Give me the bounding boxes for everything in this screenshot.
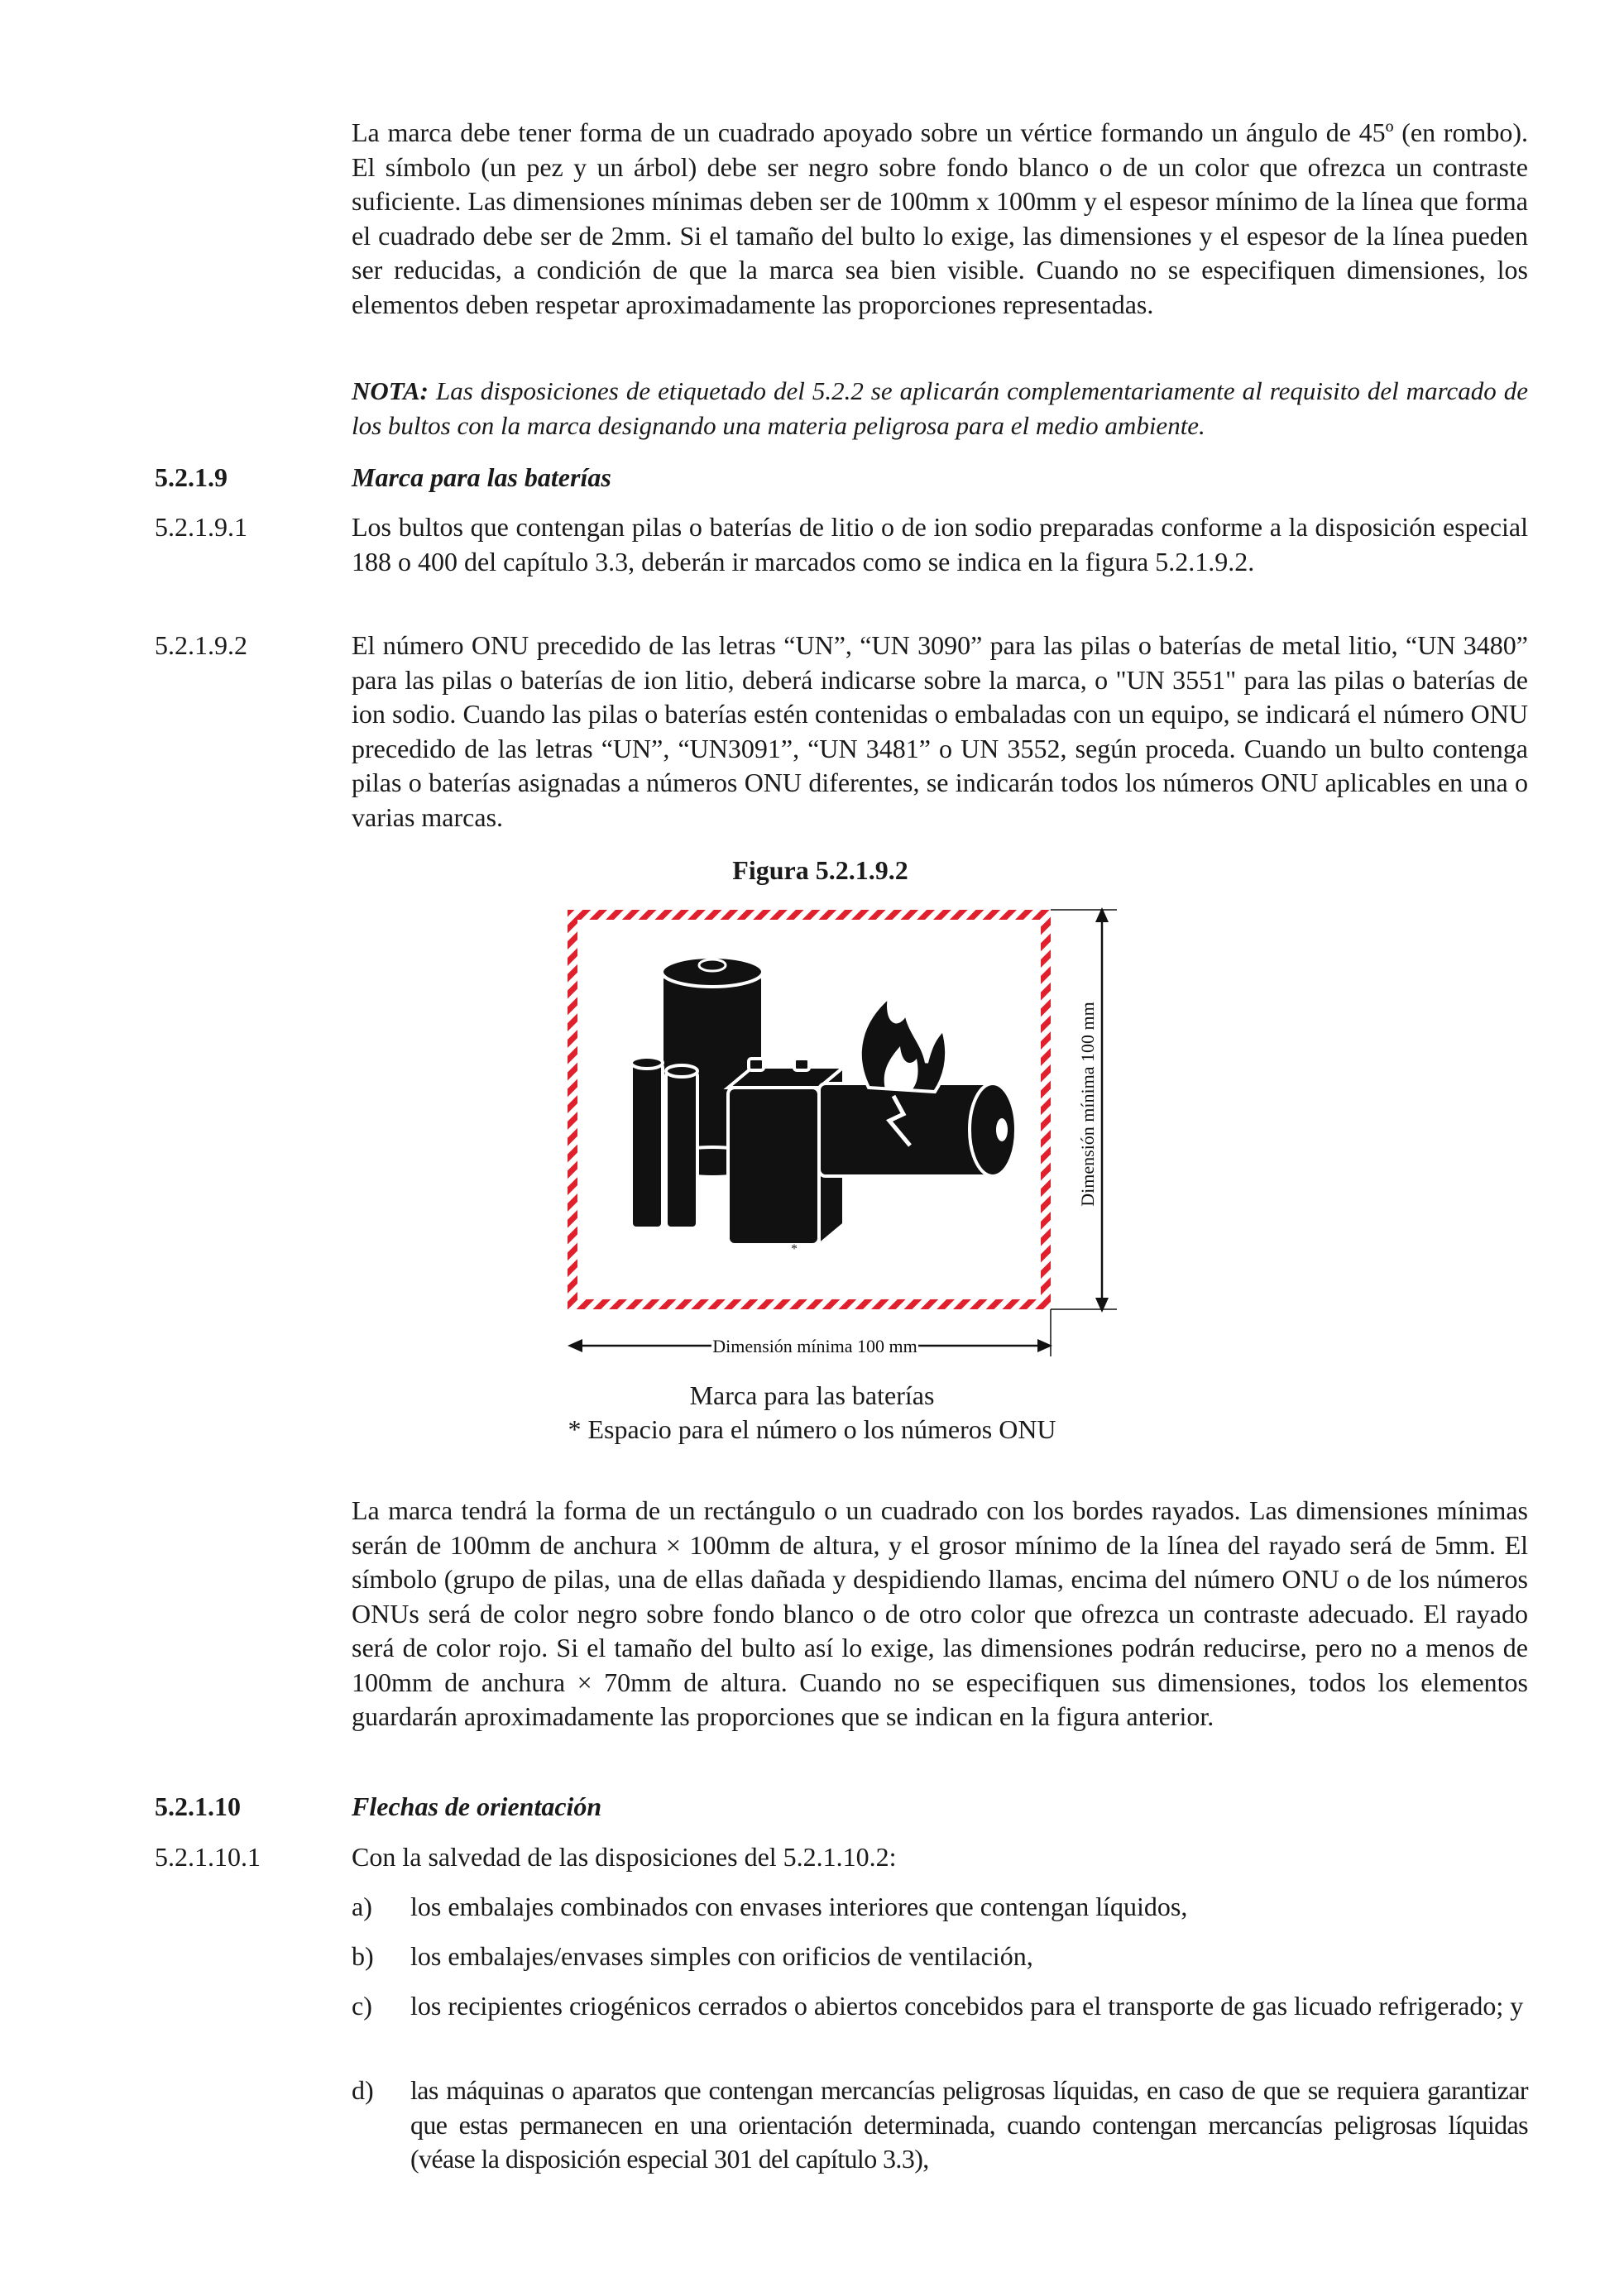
un-number-placeholder: * [791, 1242, 798, 1256]
list-item: los embalajes combinados con envases interiores que contengan líquidos, [410, 1892, 1188, 1921]
battery-mark-figure [546, 897, 1142, 1369]
section-title-52110: Flechas de orientación [352, 1791, 602, 1821]
section-number-52110: 5.2.1.10 [155, 1791, 241, 1821]
para-text-52191: Los bultos que contengan pilas o baterías de litio o de ion sodio preparadas conforme a la disposición especial 188 o 400 del capítulo 3.3, deberán ir marcados como se indica en la figura 5.2.1.9.2. [352, 512, 1528, 576]
para-text-52192: El número ONU precedido de las letras “UN”, “UN 3090” para las pilas o baterías de metal litio, “UN 3480” para las pilas o baterías de ion litio, deberá indicarse sobre la marca, o "UN 3551" para las pilas o baterías de ion sodio. Cuando las pilas o baterías estén contenidas o embaladas con un equipo, se indicará el número ONU precedido de las letras “UN”, “UN3091”, “UN 3481” o UN 3552, según proceda. Cuando un bulto contenga pilas o baterías asignadas a números ONU diferentes, se indicarán todos los números ONU aplicables en una o varias marcas. [352, 630, 1528, 832]
figure-title: Figura 5.2.1.9.2 [732, 855, 908, 885]
section-title-5219: Marca para las baterías [352, 462, 611, 492]
note-label: NOTA: [352, 376, 429, 405]
para-number-52191: 5.2.1.9.1 [155, 512, 247, 542]
figure-description-paragraph: La marca tendrá la forma de un rectángulo o un cuadrado con los bordes rayados. Las dimensiones mínimas serán de 100mm de anchura × 100mm de altura, y el grosor mínimo de la línea del rayado será de 5mm. El símbolo (grupo de pilas, una de ellas dañada y despidiendo llamas, encima del número ONU o de los números ONUs será de color negro sobre fondo blanco o de otro color que ofrezca un contraste adecuado. El rayado será de color rojo. Si el tamaño del bulto así lo exige, las dimensiones podrán reducirse, pero no a menos de 100mm de anchura × 70mm de altura. Cuando no se especifiquen sus dimensiones, todos los elementos guardarán aproximadamente las proporciones que se indican en la figura anterior. [352, 1495, 1528, 1731]
list-item-marker: d) [352, 2075, 374, 2105]
figure-caption: Marca para las baterías [689, 1380, 935, 1410]
list-item: las máquinas o aparatos que contengan mercancías peligrosas líquidas, en caso de que se requiera garantizar que estas permanecen en una orientación determinada, cuando contengan mercancías peligrosas líquidas (véase la disposición especial 301 del capítulo 3.3), [410, 2075, 1528, 2174]
para-number-52192: 5.2.1.9.2 [155, 630, 247, 660]
horizontal-dimension-label: Dimensión mínima 100 mm [712, 1336, 917, 1356]
list-item-marker: a) [352, 1892, 372, 1921]
list-item-marker: c) [352, 1991, 372, 2021]
list-item-marker: b) [352, 1941, 374, 1971]
section-number-5219: 5.2.1.9 [155, 462, 228, 492]
vertical-dimension-label: Dimensión mínima 100 mm [1077, 1002, 1098, 1207]
list-item: los recipientes criogénicos cerrados o abiertos concebidos para el transporte de gas licuado refrigerado; y [410, 1991, 1524, 2021]
intro-paragraph: La marca debe tener forma de un cuadrado apoyado sobre un vértice formando un ángulo de 45º (en rombo). El símbolo (un pez y un árbol) debe ser negro sobre fondo blanco o de un color que ofrezca un contraste suficiente. Las dimensiones mínimas deben ser de 100mm x 100mm y el espesor mínimo de la línea que forma el cuadrado debe ser de 2mm. Si el tamaño del bulto lo exige, las dimensiones y el espesor de la línea pueden ser reducidas, a condición de que la marca sea bien visible. Cuando no se especifiquen dimensiones, los elementos deben respetar aproximadamente las proporciones representadas. [352, 117, 1528, 319]
figure-footnote: * Espacio para el número o los números ONU [568, 1414, 1056, 1444]
note-paragraph [352, 374, 1528, 442]
damaged-batteries-symbol-icon [631, 957, 1016, 1245]
para-number-521101: 5.2.1.10.1 [155, 1842, 261, 1872]
note-text: Las disposiciones de etiquetado del 5.2.2 se aplicarán complementariamente al requisito del marcado de los bultos con la marca designando una materia peligrosa para el medio ambiente. [352, 376, 1528, 440]
list-item: los embalajes/envases simples con orificios de ventilación, [410, 1941, 1033, 1971]
para-text-521101: Con la salvedad de las disposiciones del 5.2.1.10.2: [352, 1842, 897, 1872]
